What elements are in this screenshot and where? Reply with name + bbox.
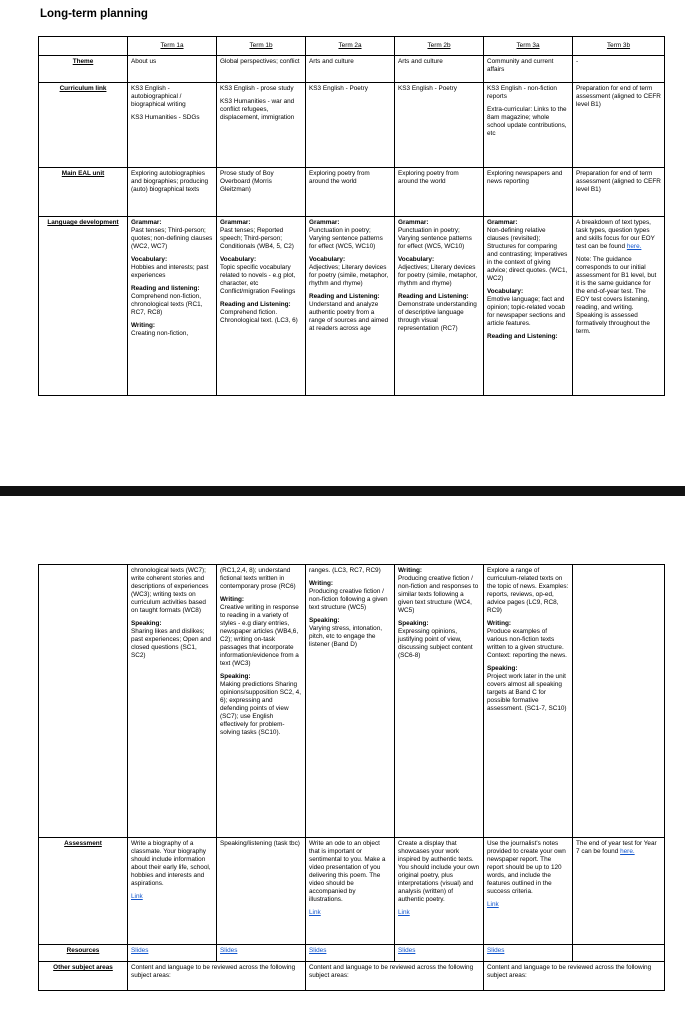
assessment-link[interactable]: here. (620, 848, 635, 855)
section-text: chronological texts (WC7); write coherent stories and descriptions of experiences (WC3); writing texts on curriculum activities based on taught formats (WC8) (131, 567, 209, 614)
language-row (39, 217, 665, 396)
row-label: Curriculum link (39, 83, 128, 168)
section-text-with-link (576, 219, 661, 251)
section-heading: Grammar: (220, 219, 251, 226)
section-heading: Vocabulary: (398, 256, 435, 263)
resources-cell (395, 945, 484, 962)
term-header: Term 2b (395, 37, 484, 56)
section-heading: Speaking: (398, 620, 429, 627)
section-text: Past tenses; Reported speech; Third-person; Conditionals (WB4, 5, C2) (220, 227, 294, 250)
assessment-cell (306, 838, 395, 945)
assessment-text: The end of year test for Year 7 can be found (576, 840, 657, 855)
slides-link[interactable]: Slides (398, 947, 416, 954)
row-label: Main EAL unit (39, 168, 128, 217)
section-heading: Reading and listening: (131, 285, 200, 292)
other-subjects-row (39, 962, 665, 991)
section-heading: Writing: (309, 580, 334, 587)
resources-cell (128, 945, 217, 962)
eal-cell: Exploring poetry from around the world (395, 168, 484, 217)
curriculum-text: Preparation for end of term assessment (aligned to CEFR level B1) (576, 85, 661, 108)
theme-cell: About us (128, 56, 217, 83)
resources-cell (484, 945, 573, 962)
eal-cell: Exploring poetry from around the world (306, 168, 395, 217)
planning-table (38, 36, 665, 396)
row-label: Language development (39, 217, 128, 396)
curriculum-cell (395, 83, 484, 168)
assessment-cell (573, 838, 665, 945)
row-label: Other subject areas (39, 962, 128, 991)
theme-cell: Arts and culture (395, 56, 484, 83)
page-divider (0, 486, 685, 496)
section-heading: Speaking: (220, 673, 251, 680)
section-text: Sharing likes and dislikes; past experiences; Open and closed questions (SC1, SC2) (131, 628, 211, 659)
language-cell (484, 217, 573, 396)
curriculum-text: KS3 English - prose study (220, 85, 294, 92)
section-heading: Speaking: (309, 617, 340, 624)
section-heading: Writing: (131, 322, 156, 329)
section-text: Topic specific vocabulary related to novels - e.g plot, character, etc Conflict/migration Feelings (220, 264, 296, 295)
section-text: Comprehend fiction. Chronological text. (LC3, 6) (220, 309, 298, 324)
section-text: Creative writing in response to reading in a variety of styles - e.g diary entries, newspaper articles (WB4,6, C2); writing on-task passages that incorporate information/evidence from a text (WC3) (220, 604, 299, 667)
assessment-text: Write an ode to an object that is important or sentimental to you. Make a video presentation of you delivering this poem. The video should be accompanied by illustrations. (309, 840, 386, 903)
assessment-cell (484, 838, 573, 945)
section-text: Varying stress, intonation, pitch, etc to engage the listener (Band D) (309, 625, 383, 648)
section-heading: Vocabulary: (487, 288, 524, 295)
assessment-text: Speaking/listening (task tbc) (220, 840, 300, 847)
section-heading: Speaking: (487, 665, 518, 672)
theme-cell: Arts and culture (306, 56, 395, 83)
section-text: Explore a range of curriculum-related texts on the topic of news. Examples: reports, reviews, op-ed, advice pages (LC9, RC8, RC9) (487, 567, 569, 614)
curriculum-cell (573, 83, 665, 168)
section-heading: Grammar: (131, 219, 162, 226)
section-heading: Reading and Listening: (398, 293, 469, 300)
term-header: Term 1a (128, 37, 217, 56)
section-text: (RC1,2,4, 8); understand fictional texts written in contemporary prose (RC6) (220, 567, 296, 590)
row-label: Assessment (39, 838, 128, 945)
term-header: Term 3a (484, 37, 573, 56)
section-heading: Reading and Listening: (487, 333, 558, 340)
resources-cell (306, 945, 395, 962)
assessment-cell (128, 838, 217, 945)
section-heading: Reading and Listening: (220, 301, 291, 308)
section-text: Demonstrate understanding of descriptive language through visual representation (RC7) (398, 301, 477, 332)
curriculum-text: KS3 English - Poetry (398, 85, 457, 92)
section-heading: Writing: (487, 620, 512, 627)
other-subjects-cell: Content and language to be reviewed across the following subject areas: (128, 962, 306, 991)
language-cell (395, 217, 484, 396)
language-cell (128, 217, 217, 396)
page-title: Long-term planning (40, 8, 148, 20)
section-text: Note: The guidance corresponds to our initial assessment for B1 level, but it is the same guidance for the end-of-year test. The EOY test covers listening, reading, and writing. Speaking is assessed formatively throughout the term. (576, 256, 657, 335)
section-heading: Grammar: (398, 219, 429, 226)
language-cell (484, 565, 573, 838)
section-heading: Speaking: (131, 620, 162, 627)
term-header: Term 1b (217, 37, 306, 56)
curriculum-row (39, 83, 665, 168)
section-text: Punctuation in poetry; Varying sentence patterns for effect (WC5, WC10) (309, 227, 383, 250)
section-text: Project work later in the unit covers almost all speaking targets at Band C for possible formative assessment. (SC1-7, SC10) (487, 673, 567, 712)
theme-cell: Global perspectives; conflict (217, 56, 306, 83)
curriculum-text: KS3 English - Poetry (309, 85, 368, 92)
other-subjects-cell: Content and language to be reviewed across the following subject areas: (306, 962, 484, 991)
assessment-cell (217, 838, 306, 945)
term-header: Term 2a (306, 37, 395, 56)
assessment-text: Write a biography of a classmate. Your biography should include information about their early life, school, hobbies and interests and aspirations. (131, 840, 211, 887)
section-heading: Writing: (398, 567, 423, 574)
section-heading: Vocabulary: (131, 256, 168, 263)
curriculum-text: KS3 Humanities - SDGs (131, 114, 200, 121)
curriculum-text: KS3 Humanities - war and conflict refugees, displacement, immigration (220, 98, 295, 121)
other-subjects-cell: Content and language to be reviewed across the following subject areas: (484, 962, 665, 991)
eal-cell: Prose study of Boy Overboard (Morris Gleitzman) (217, 168, 306, 217)
document-page-1 (0, 0, 685, 486)
section-text: Past tenses; Third-person; quotes; non-defining clauses (WC2, WC7) (131, 227, 213, 250)
eal-cell: Exploring newspapers and news reporting (484, 168, 573, 217)
slides-link[interactable]: Slides (220, 947, 238, 954)
curriculum-cell (484, 83, 573, 168)
slides-link[interactable]: Slides (131, 947, 149, 954)
eal-cell: Exploring autobiographies and biographies; producing (auto) biographical texts (128, 168, 217, 217)
language-cell (306, 565, 395, 838)
section-text: Creating non-fiction, (131, 330, 189, 337)
assessment-link[interactable]: Link (487, 901, 499, 908)
curriculum-text: KS3 English - autobiographical / biographical writing (131, 85, 186, 108)
resources-row (39, 945, 665, 962)
section-text: Adjectives; Literary devices for poetry (simile, metaphor, rhythm and rhyme) (398, 264, 478, 287)
assessment-link[interactable]: Link (398, 909, 410, 916)
curriculum-text: Extra-curricular: Links to the 8am magazine; whole school update contributions, etc (487, 106, 567, 137)
resources-cell (217, 945, 306, 962)
row-label-empty (39, 565, 128, 838)
section-heading: Vocabulary: (220, 256, 257, 263)
section-text: Hobbies and interests; past experiences (131, 264, 209, 279)
section-text: Punctuation in poetry; Varying sentence patterns for effect (WC5, WC10) (398, 227, 472, 250)
assessment-text: Use the journalist's notes provided to create your own newspaper report. The report should be up to 120 words, and include the features outlined in the success criteria. (487, 840, 566, 895)
corner-cell (39, 37, 128, 56)
language-cell (306, 217, 395, 396)
assessment-link[interactable]: Link (131, 893, 143, 900)
curriculum-cell (128, 83, 217, 168)
assessment-cell (395, 838, 484, 945)
eal-unit-row (39, 168, 665, 217)
curriculum-cell (217, 83, 306, 168)
section-text: Comprehend non-fiction, chronological texts (RC1, RC7, RC8) (131, 293, 203, 316)
section-text: Understand and analyze authentic poetry from a range of sources and aimed at readers across age (309, 301, 389, 332)
section-text: Producing creative fiction / non-fiction following a given text structure (WC5) (309, 588, 388, 611)
language-row-continued (39, 565, 665, 838)
section-text: Expressing opinions, justifying point of view, discussing subject content (SC6-8) (398, 628, 473, 659)
language-cell (573, 217, 665, 396)
section-heading: Grammar: (309, 219, 340, 226)
resources-cell (573, 945, 665, 962)
row-label: Theme (39, 56, 128, 83)
section-text: Produce examples of various non-fiction texts written to a given structure. Context: reporting the news. (487, 628, 567, 659)
term-header: Term 3b (573, 37, 665, 56)
slides-link[interactable]: Slides (309, 947, 327, 954)
language-cell (217, 565, 306, 838)
curriculum-text: KS3 English - non-fiction reports (487, 85, 557, 100)
theme-row (39, 56, 665, 83)
row-label: Resources (39, 945, 128, 962)
section-heading: Writing: (220, 596, 245, 603)
section-text: A breakdown of text types, task types, question types and skills focus for our EOY test can be found (576, 219, 655, 250)
section-heading: Grammar: (487, 219, 518, 226)
section-heading: Reading and Listening: (309, 293, 380, 300)
theme-cell: - (573, 56, 665, 83)
theme-cell: Community and current affairs (484, 56, 573, 83)
section-text: Producing creative fiction / non-fiction and responses to similar texts following a given text structure (WC4, WC5) (398, 575, 479, 614)
document-page-2 (0, 496, 685, 1023)
assessment-text: Create a display that showcases your work inspired by authentic texts. You should include your own original poetry, plus interpretations (visual) and analysis (written) of authentic poetry. (398, 840, 480, 903)
eoy-guide-link[interactable]: here. (626, 243, 642, 250)
section-heading: Vocabulary: (309, 256, 346, 263)
language-cell (573, 565, 665, 838)
section-text: ranges. (LC3, RC7, RC9) (309, 567, 381, 574)
language-cell (128, 565, 217, 838)
section-text: Non-defining relative clauses (revisited); Structures for comparing and contrasting; Imperatives in the context of giving advice; direct quotes. (WC1, WC2) (487, 227, 568, 282)
language-cell (217, 217, 306, 396)
slides-link[interactable]: Slides (487, 947, 505, 954)
assessment-row (39, 838, 665, 945)
curriculum-cell (306, 83, 395, 168)
language-cell (395, 565, 484, 838)
planning-table-continued (38, 564, 665, 991)
assessment-link[interactable]: Link (309, 909, 321, 916)
section-text: Adjectives; Literary devices for poetry (simile, metaphor, rhythm and rhyme) (309, 264, 389, 287)
section-text: Making predictions Sharing opinions/supposition SC2, 4, 6); expressing and defending points of view (SC7); use English effectively for problem-solving tasks (SC10). (220, 681, 302, 736)
section-text: Emotive language; fact and opinion; topic-related vocab for newspaper sections and article features. (487, 296, 566, 327)
eal-cell: Preparation for end of term assessment (aligned to CEFR level B1) (573, 168, 665, 217)
header-row (39, 37, 665, 56)
